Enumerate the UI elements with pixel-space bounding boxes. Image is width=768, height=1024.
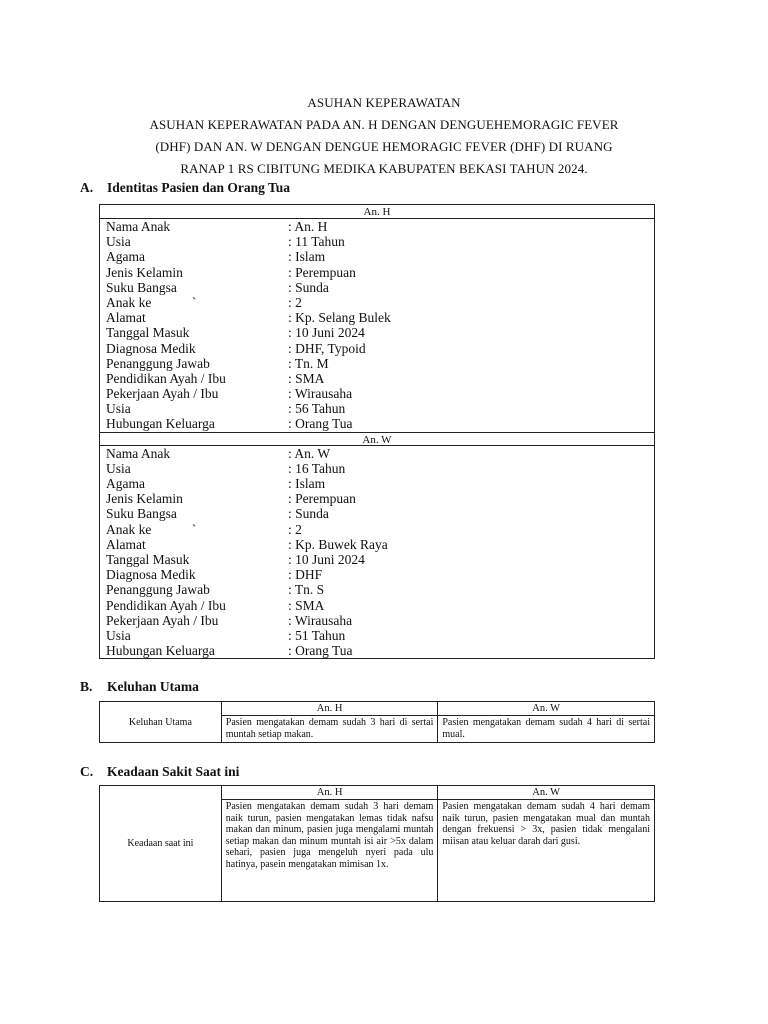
identity-label: Hubungan Keluarga	[106, 416, 215, 432]
identity-row	[106, 582, 654, 597]
identity-row	[106, 249, 654, 264]
section-title: Identitas Pasien dan Orang Tua	[107, 180, 291, 195]
identity-value: : Kp. Selang Bulek	[288, 310, 391, 326]
identity-row	[106, 476, 654, 491]
identity-label: Hubungan Keluarga	[106, 643, 215, 659]
title-line: RANAP 1 RS CIBITUNG MEDIKA KABUPATEN BEKASI TAHUN 2024.	[180, 161, 588, 176]
identity-value: : Perempuan	[288, 264, 356, 280]
condition-row-label: Keadaan saat ini	[100, 786, 222, 902]
identity-row	[106, 522, 654, 537]
identity-row	[106, 567, 654, 582]
identity-label: Pendidikan Ayah / Ibu	[106, 597, 226, 613]
identity-value: : Wirausaha	[288, 386, 353, 402]
identity-value: : Sunda	[288, 506, 329, 522]
document-title	[0, 92, 768, 180]
identity-row	[106, 356, 654, 371]
identity-label: Jenis Kelamin	[106, 264, 183, 280]
identity-row	[106, 416, 654, 431]
identity-label: Usia	[106, 401, 131, 417]
patient-w-header: An. W	[100, 432, 654, 446]
section-letter: C.	[80, 764, 94, 779]
identity-value: : 51 Tahun	[288, 627, 346, 643]
section-letter: A.	[80, 180, 94, 195]
identity-label: Pekerjaan Ayah / Ibu	[106, 612, 219, 628]
identity-label: Anak ke `	[106, 521, 197, 537]
identity-value: : Kp. Buwek Raya	[288, 536, 388, 552]
identity-label: Nama Anak	[106, 445, 171, 461]
identity-value: : Wirausaha	[288, 612, 353, 628]
identity-value: : 11 Tahun	[288, 234, 345, 250]
section-title: Keadaan Sakit Saat ini	[107, 764, 240, 779]
identity-row	[106, 491, 654, 506]
identity-row	[106, 325, 654, 340]
complaint-table	[99, 701, 655, 743]
identity-label: Diagnosa Medik	[106, 567, 196, 583]
identity-value: : SMA	[288, 370, 325, 386]
identity-row	[106, 628, 654, 643]
section-letter: B.	[80, 679, 93, 694]
identity-row	[106, 219, 654, 234]
identity-row	[106, 552, 654, 567]
identity-value: : SMA	[288, 597, 325, 613]
identity-row	[106, 295, 654, 310]
patient-w-rows	[100, 446, 654, 659]
identity-value: : 2	[288, 294, 302, 310]
identity-value: : 2	[288, 521, 302, 537]
section-title: Keluhan Utama	[107, 679, 199, 694]
identity-label: Penanggung Jawab	[106, 582, 210, 598]
identity-row	[106, 461, 654, 476]
complaint-text-h: Pasien mengatakan demam sudah 3 hari di sertai muntah setiap makan.	[221, 716, 438, 743]
identity-row	[106, 234, 654, 249]
identity-value: : An. W	[288, 445, 331, 461]
identity-label: Tanggal Masuk	[106, 325, 190, 341]
identity-value: : Orang Tua	[288, 416, 353, 432]
identity-label: Pekerjaan Ayah / Ibu	[106, 386, 219, 402]
identity-value: : 10 Juni 2024	[288, 325, 365, 341]
identity-value: : 56 Tahun	[288, 401, 346, 417]
identity-label: Alamat	[106, 536, 146, 552]
identity-row	[106, 401, 654, 416]
identity-value: : Sunda	[288, 279, 329, 295]
identity-row	[106, 280, 654, 295]
identity-label: Suku Bangsa	[106, 506, 177, 522]
condition-text-w: Pasien mengatakan demam sudah 4 hari demam naik turun, pasien mengatakan mual dan muntah dengan frekuensi > 3x, pasien tidak mengalani miisan atau keluar darah dari gusi.	[438, 800, 655, 902]
identity-value: : 10 Juni 2024	[288, 551, 365, 567]
identity-value: : 16 Tahun	[288, 460, 346, 476]
identity-row	[106, 265, 654, 280]
identity-row	[106, 613, 654, 628]
complaint-text-w: Pasien mengatakan demam sudah 4 hari di sertai mual.	[438, 716, 655, 743]
column-header-w: An. W	[438, 702, 655, 716]
identity-row	[106, 446, 654, 461]
identity-value: : An. H	[288, 219, 328, 234]
identity-value: : Orang Tua	[288, 643, 353, 659]
identity-label: Tanggal Masuk	[106, 551, 190, 567]
identity-label: Agama	[106, 249, 145, 265]
identity-table	[99, 204, 655, 659]
section-a-heading	[80, 180, 290, 196]
identity-label: Penanggung Jawab	[106, 355, 210, 371]
identity-row	[106, 537, 654, 552]
identity-row	[106, 310, 654, 325]
identity-row	[106, 386, 654, 401]
identity-value: : Islam	[288, 249, 326, 265]
identity-row	[106, 341, 654, 356]
title-line: (DHF) DAN AN. W DENGAN DENGUE HEMORAGIC FEVER (DHF) DI RUANG	[155, 139, 613, 154]
identity-value: : Tn. M	[288, 355, 329, 371]
title-line: ASUHAN KEPERAWATAN PADA AN. H DENGAN DENGUEHEMORAGIC FEVER	[149, 117, 619, 132]
identity-value: : DHF, Typoid	[288, 340, 366, 356]
identity-label: Nama Anak	[106, 219, 171, 234]
identity-label: Usia	[106, 234, 131, 250]
identity-label: Jenis Kelamin	[106, 491, 183, 507]
identity-label: Pendidikan Ayah / Ibu	[106, 370, 226, 386]
identity-row	[106, 643, 654, 658]
identity-label: Alamat	[106, 310, 146, 326]
identity-value: : Tn. S	[288, 582, 325, 598]
title-line: ASUHAN KEPERAWATAN	[307, 95, 461, 110]
identity-value: : DHF	[288, 567, 323, 583]
column-header-h: An. H	[221, 786, 438, 800]
identity-label: Anak ke `	[106, 294, 197, 310]
identity-label: Agama	[106, 476, 145, 491]
identity-value: : Islam	[288, 476, 326, 491]
identity-row	[106, 598, 654, 613]
section-c-heading	[80, 764, 239, 780]
condition-text-h: Pasien mengatakan demam sudah 3 hari demam naik turun, pasien mengatakan lemas tidak nafsu makan dan minum, pasien juga mengalami muntah setiap makan dan minum muntah isi air >5x dalam sehari, pasien juga mengeluh nyeri pada ulu hatinya, pasein mengatakan mimisan 1x.	[221, 800, 438, 902]
identity-row	[106, 506, 654, 521]
patient-h-header: An. H	[100, 205, 654, 219]
complaint-row-label: Keluhan Utama	[100, 702, 222, 743]
identity-value: : Perempuan	[288, 491, 356, 507]
identity-label: Usia	[106, 460, 131, 476]
identity-row	[106, 371, 654, 386]
patient-h-rows	[100, 219, 654, 432]
identity-label: Suku Bangsa	[106, 279, 177, 295]
identity-label: Diagnosa Medik	[106, 340, 196, 356]
section-b-heading	[80, 679, 199, 695]
identity-label: Usia	[106, 627, 131, 643]
condition-table	[99, 785, 655, 902]
column-header-w: An. W	[438, 786, 655, 800]
column-header-h: An. H	[221, 702, 438, 716]
